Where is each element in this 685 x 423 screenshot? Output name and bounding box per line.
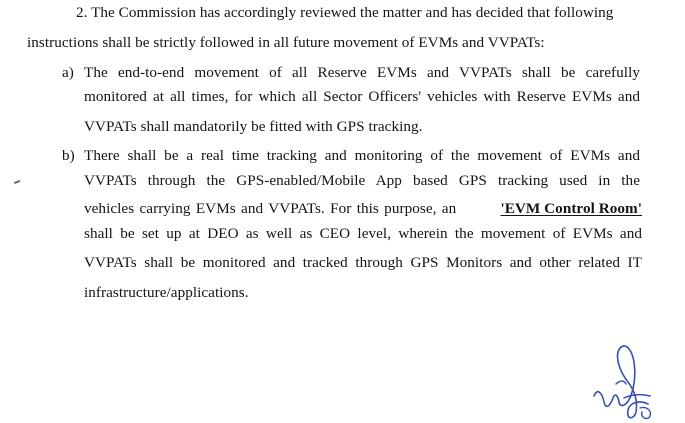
item-b-line-4: shall be set up at DEO as well as CEO level, wherein the movement of EVMs and	[84, 225, 642, 242]
item-b-line-3	[84, 199, 642, 219]
item-a-line-2: monitored at all times, for which all Sector Officers' vehicles with Reserve EVMs and	[84, 88, 640, 105]
scan-mark	[14, 180, 20, 184]
item-a-marker: a)	[62, 64, 74, 81]
item-b-marker: b)	[62, 147, 75, 164]
item-b-line-3-prefix: vehicles carrying EVMs and VVPATs. For this purpose, an	[84, 200, 457, 217]
item-b-line-2: VVPATs through the GPS-enabled/Mobile App based GPS tracking used in the	[84, 172, 640, 189]
item-b-line-5: VVPATs shall be monitored and tracked through GPS Monitors and other related IT	[84, 254, 642, 271]
item-a-line-3: VVPATs shall mandatorily be fitted with GPS tracking.	[84, 118, 423, 135]
item-a-line-1: The end-to-end movement of all Reserve EVMs and VVPATs shall be carefully	[84, 64, 640, 81]
handwritten-signature	[588, 336, 668, 422]
item-b-line-1: There shall be a real time tracking and monitoring of the movement of EVMs and	[84, 147, 640, 164]
paragraph-2-line-1: 2. The Commission has accordingly reviewed the matter and has decided that following	[76, 4, 614, 21]
evm-control-room-emphasis: 'EVM Control Room'	[500, 200, 642, 217]
paragraph-2-line-2: instructions shall be strictly followed in all future movement of EVMs and VVPATs:	[27, 34, 545, 51]
item-b-line-6: infrastructure/applications.	[84, 284, 249, 301]
